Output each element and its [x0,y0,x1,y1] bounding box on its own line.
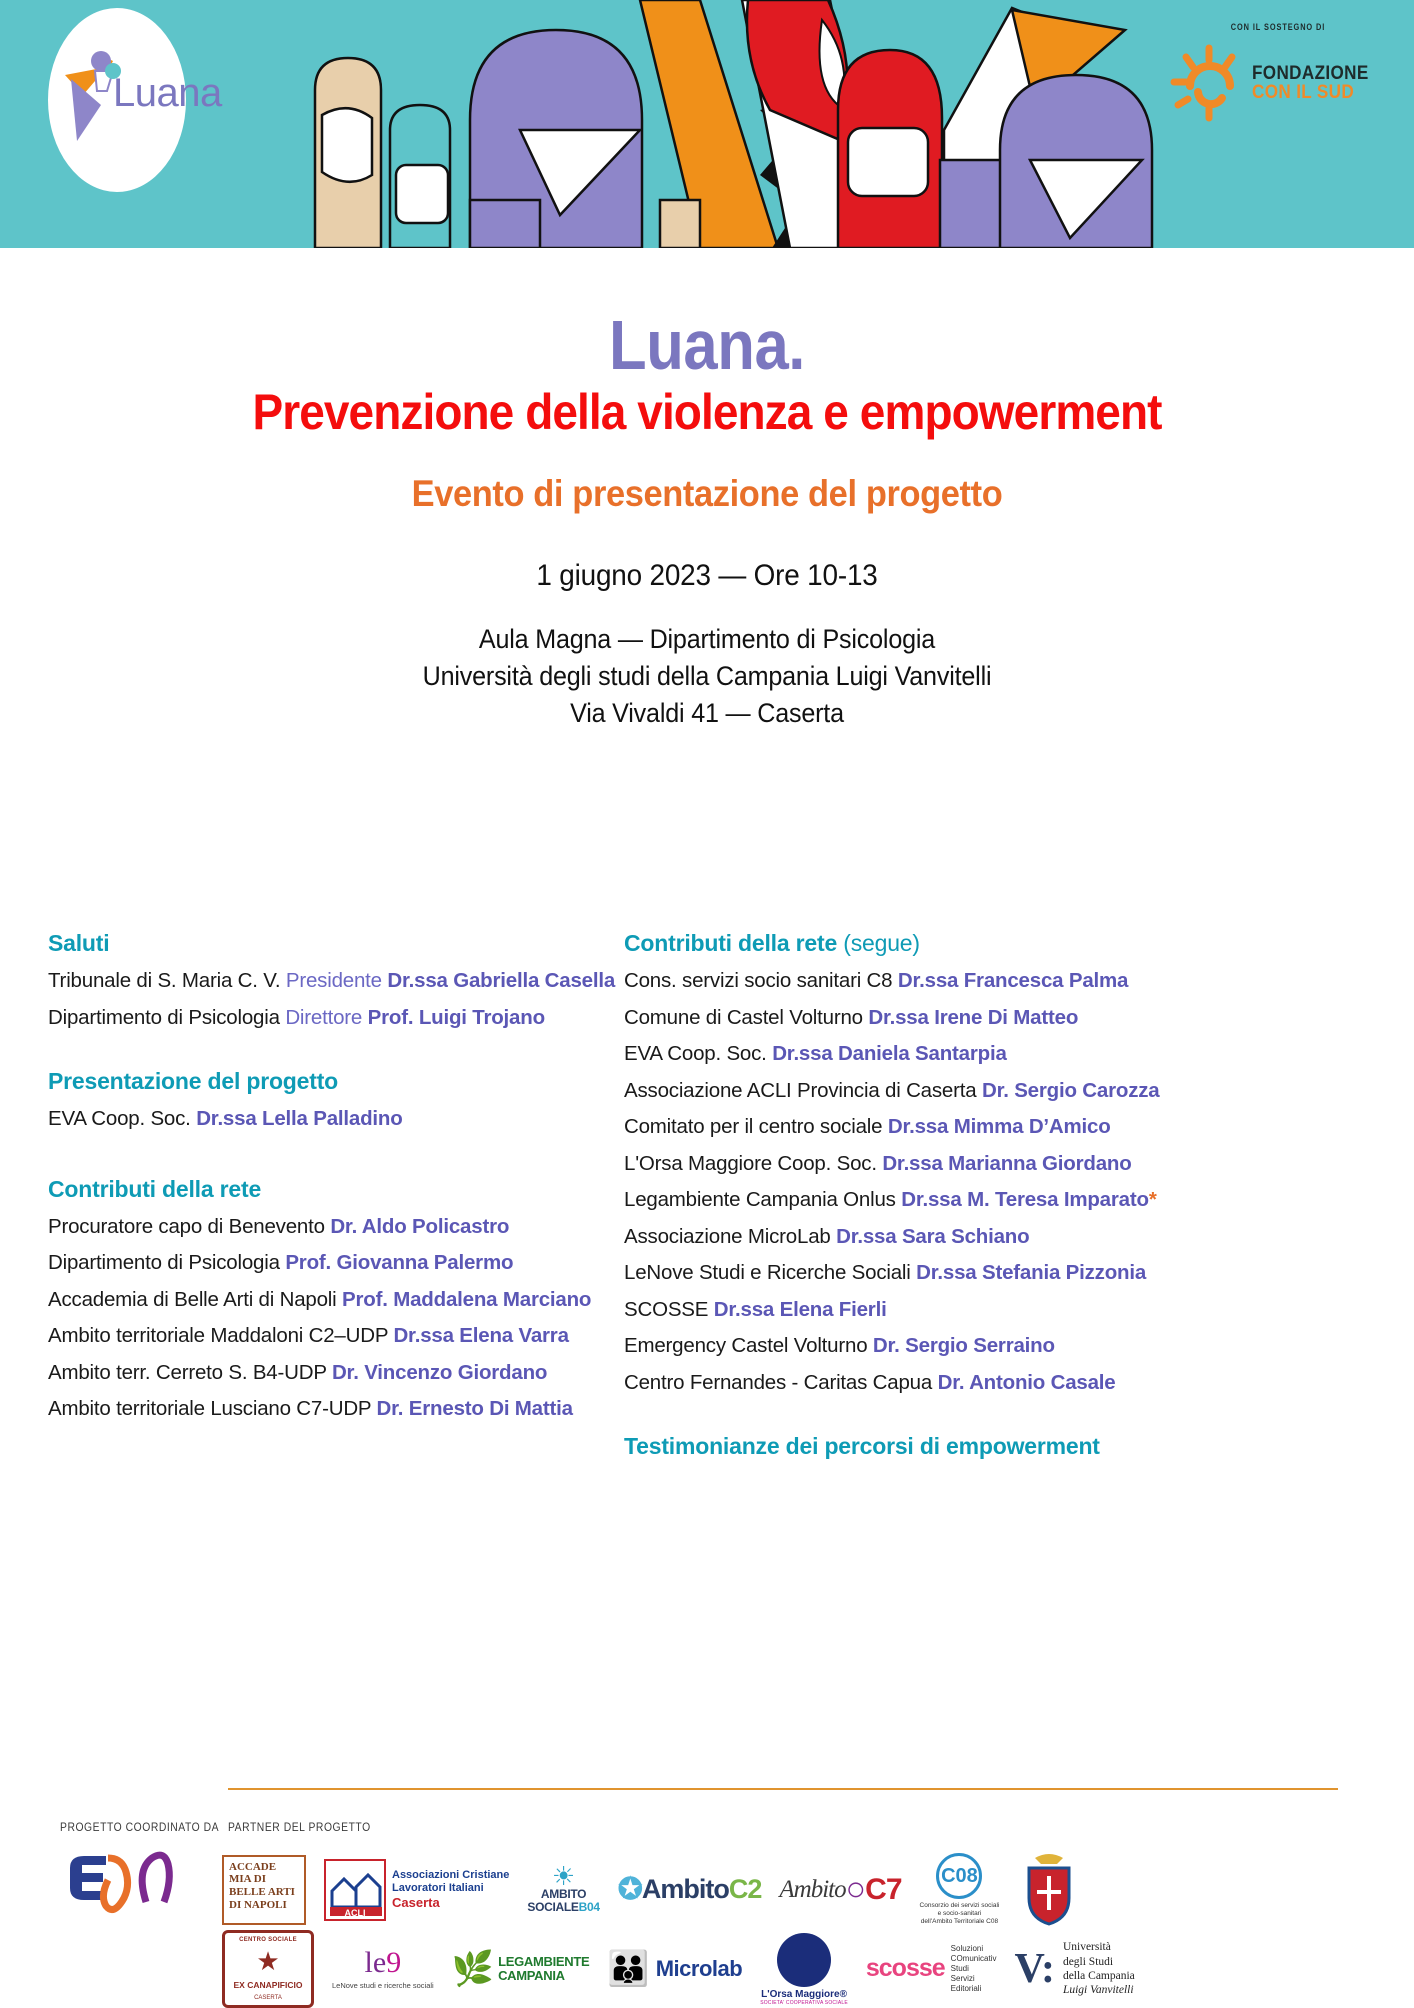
fondazione-con-il-sud-logo [1168,22,1388,124]
project-subtitle: Prevenzione della violenza e empowerment [252,384,1162,440]
entry-org: L'Orsa Maggiore Coop. Soc. [624,1151,877,1175]
ambito-c7-text: Ambito [779,1875,846,1903]
univ-line-3: della Campania [1062,1970,1135,1982]
luana-wordmark: Luana [113,71,222,115]
entry-org: Accademia di Belle Arti di Napoli [48,1287,337,1311]
c08-line-2: e socio-sanitari [937,1910,982,1918]
scosse-line-1: Soluzioni [950,1944,984,1953]
label-partners: PARTNER DEL PROGETTO [228,1822,371,1834]
program-entry [624,1151,1366,1175]
venue-line-2: Università degli studi della Campania Luigi Vanvitelli [422,660,992,691]
program-entry [48,1399,588,1420]
ambito-b04-code: B04 [578,1900,600,1915]
ambito-b04-line-1: AMBITO [540,1887,587,1901]
c08-line-1: Consorzio dei servizi sociali [919,1902,1000,1910]
entry-org: Ambito terr. Cerreto S. B4-UDP [48,1360,327,1384]
sun-icon [1168,42,1250,124]
canapificio-line-3: CASERTA [254,1994,282,2001]
entry-name: Dr. Antonio Casale [937,1370,1116,1394]
canapificio-line-1: CENTRO SOCIALE [239,1937,297,1943]
event-datetime: 1 giugno 2023 — Ore 10-13 [536,558,878,592]
program-entry [48,1326,588,1347]
logo-ex-canapificio [222,1930,314,2008]
luana-logo [48,8,222,192]
entry-org: LeNove Studi e Ricerche Sociali [624,1261,911,1284]
program-left-column [48,930,616,1474]
logo-ambito-c7 [779,1870,901,1909]
entry-name: Dr.ssa Gabriella Casella [387,969,616,992]
ambito-c7-ring-icon: ○ [845,1870,866,1908]
entry-org: Dipartimento di Psicologia [48,1251,280,1274]
acli-acronym: ACLI [344,1907,366,1918]
entry-name: Prof. Maddalena Marciano [342,1287,592,1311]
program-entry [48,1109,588,1130]
vanvitelli-mark: V: [1014,1946,1055,1992]
logo-eva [60,1850,180,1916]
entry-name: Dr.ssa Irene Di Matteo [868,1005,1079,1029]
entry-name: Dr. Ernesto Di Mattia [376,1397,573,1420]
ambito-c2-text: Ambito [641,1874,729,1904]
microlab-text: Microlab [655,1956,743,1981]
acli-city: Caserta [392,1894,440,1910]
entry-org: Centro Fernandes - Caritas Capua [624,1370,933,1394]
label-coordinator: PROGETTO COORDINATO DA [60,1822,220,1834]
entry-name: Dr. Vincenzo Giordano [331,1360,548,1384]
univ-line-2: degli Studi [1062,1955,1114,1968]
program-entry [624,1117,1366,1138]
title-block [0,306,1414,732]
ambito-b04-line-2: SOCIALE [527,1900,579,1915]
legambiente-line-1: LEGAMBIENTE [498,1953,590,1969]
eva-logo-icon [60,1850,180,1916]
program-entry [624,1224,1366,1248]
c08-code: C08 [936,1853,982,1899]
logo-lenove [332,1948,434,1990]
venue-line-1: Aula Magna — Dipartimento di Psicologia [478,623,936,654]
program-entry [48,1253,588,1274]
section-heading-contributi: Contributi della rete [48,1175,262,1202]
event-type: Evento di presentazione del progetto [411,472,1003,514]
lenove-tagline: LeNove studi e ricerche sociali [332,1981,434,1990]
program-entry [624,971,1366,992]
entry-name: Dr.ssa M. Teresa Imparato [901,1188,1149,1211]
univ-line-1: Università [1062,1941,1111,1954]
entry-name: Dr. Sergio Serraino [872,1334,1055,1357]
entry-name: Dr.ssa Mimma D’Amico [887,1115,1111,1138]
entry-role: Presidente [285,969,382,992]
logo-ambito-c2 [618,1872,762,1907]
funder-name-line2: CON IL SUD [1252,82,1355,103]
entry-org: EVA Coop. Soc. [48,1107,191,1130]
bear-constellation-icon [777,1933,831,1987]
ambito-sun-icon: ☀ [551,1860,576,1891]
venue-line-3: Via Vivaldi 41 — Caserta [570,698,844,728]
people-icon: 👪 [607,1950,650,1988]
entry-role: Direttore [285,1005,363,1029]
program-right-column [624,930,1366,1474]
accademia-line-4: DI NAPOLI [229,1899,287,1912]
entry-org: Legambiente Campania Onlus [624,1188,896,1211]
c08-line-3: dell'Ambito Territoriale C08 [920,1917,999,1925]
section-heading-saluti: Saluti [48,930,110,956]
accademia-line-3: BELLE ARTI [229,1886,295,1899]
ambito-c2-mark-icon: ✪ [617,1873,642,1906]
logo-scosse [866,1944,997,1994]
accademia-line-2: MIA DI [229,1873,266,1886]
hero-banner [0,0,1414,248]
program-entry [624,1044,1366,1065]
program-entry [48,1287,592,1311]
section-heading-contributi-segue [624,930,1366,957]
entry-org: Ambito territoriale Lusciano C7-UDP [48,1397,372,1420]
logo-microlab [607,1952,742,1986]
entry-name: Dr. Aldo Policastro [330,1214,510,1238]
support-label: CON IL SOSTEGNO DI [1230,22,1326,32]
entry-org: Associazione ACLI Provincia di Caserta [624,1078,977,1102]
entry-name: Dr.ssa Marianna Giordano [882,1151,1132,1175]
program-columns [0,930,1414,1474]
program-entry [624,1078,1366,1102]
entry-org: SCOSSE [624,1297,709,1321]
logo-c08-consorzio [920,1853,1000,1925]
entry-name: Dr.ssa Francesca Palma [897,969,1129,992]
leaf-icon: 🌿 [451,1950,495,1988]
entry-name: Dr.ssa Elena Varra [393,1324,569,1347]
entry-org: Procuratore capo di Benevento [48,1214,325,1238]
univ-line-4: Luigi Vanvitelli [1062,1984,1134,1997]
program-entry [624,1190,1366,1211]
acli-line-1: Associazioni Cristiane [392,1868,510,1881]
entry-name: Dr.ssa Lella Palladino [196,1107,403,1130]
canapificio-line-2: EX CANAPIFICIO [233,1979,303,1990]
entry-org: Dipartimento di Psicologia [48,1005,280,1029]
footer-divider [228,1788,1338,1790]
logo-orsa-maggiore [760,1933,848,2006]
program-entry [48,969,616,992]
entry-org: Emergency Castel Volturno [624,1334,868,1357]
orsa-tagline: SOCIETA' COOPERATIVA SOCIALE [760,1999,848,2006]
entry-name: Dr.ssa Daniela Santarpia [772,1042,1007,1065]
funder-name-line1: FONDAZIONE [1252,63,1369,84]
asterisk-marker: * [1148,1188,1157,1211]
entry-name: Prof. Luigi Trojano [367,1005,545,1029]
scosse-mark: scosse [865,1954,945,1983]
entry-name: Dr. Sergio Carozza [981,1078,1160,1102]
entry-org: EVA Coop. Soc. [624,1042,767,1065]
entry-org: Comune di Castel Volturno [624,1005,863,1029]
program-entry [624,1370,1366,1394]
section-heading-text: Contributi della rete [624,930,838,956]
scosse-line-4: Servizi [950,1974,975,1983]
program-entry [624,1263,1366,1284]
entry-org: Comitato per il centro sociale [624,1115,883,1138]
program-entry [624,1297,1366,1321]
section-heading-testimonianze: Testimonianze dei percorsi di empowerment [624,1433,1100,1459]
ambito-c2-code: C2 [728,1874,762,1904]
program-entry [48,1005,588,1029]
program-entry [48,1360,588,1384]
coat-of-arms-icon [1017,1848,1081,1926]
section-heading-presentazione: Presentazione del progetto [48,1068,339,1094]
logo-accademia-belle-arti [222,1855,306,1925]
project-title: Luana. [609,306,805,384]
entry-org: Associazione MicroLab [624,1224,831,1248]
scosse-line-2: COmunicativ [950,1954,997,1963]
logo-ambito-b04 [527,1860,600,1915]
entry-name: Dr.ssa Elena Fierli [713,1297,887,1321]
accademia-line-1: ACCADE [229,1860,277,1873]
scosse-line-3: Studi [950,1964,969,1973]
entry-org: Ambito territoriale Maddaloni C2–UDP [48,1324,388,1347]
logo-legambiente [452,1952,590,1986]
logo-acli [324,1859,509,1921]
lenove-mark: le9 [364,1946,402,1979]
acli-line-2: Lavoratori Italiani [392,1881,484,1894]
legambiente-line-2: CAMPANIA [498,1968,565,1983]
program-entry [624,1336,1366,1357]
entry-org: Tribunale di S. Maria C. V. [48,969,281,992]
ambito-c7-code: C7 [865,1872,902,1906]
orsa-text: L'Orsa Maggiore® [761,1988,847,2000]
entry-name: Dr.ssa Stefania Pizzonia [916,1261,1147,1284]
entry-name: Prof. Giovanna Palermo [285,1251,514,1274]
program-entry [48,1214,588,1238]
logo-comune-stemma [1017,1848,1081,1931]
section-heading-note: (segue) [843,930,920,956]
entry-org: Cons. servizi socio sanitari C8 [624,969,893,992]
entry-name: Dr.ssa Sara Schiano [836,1224,1030,1248]
scosse-line-5: Editoriali [950,1984,982,1993]
program-entry [624,1005,1366,1029]
logo-universita-vanvitelli [1014,1940,1134,1998]
canapificio-emblem-icon: ★ [256,1946,280,1977]
